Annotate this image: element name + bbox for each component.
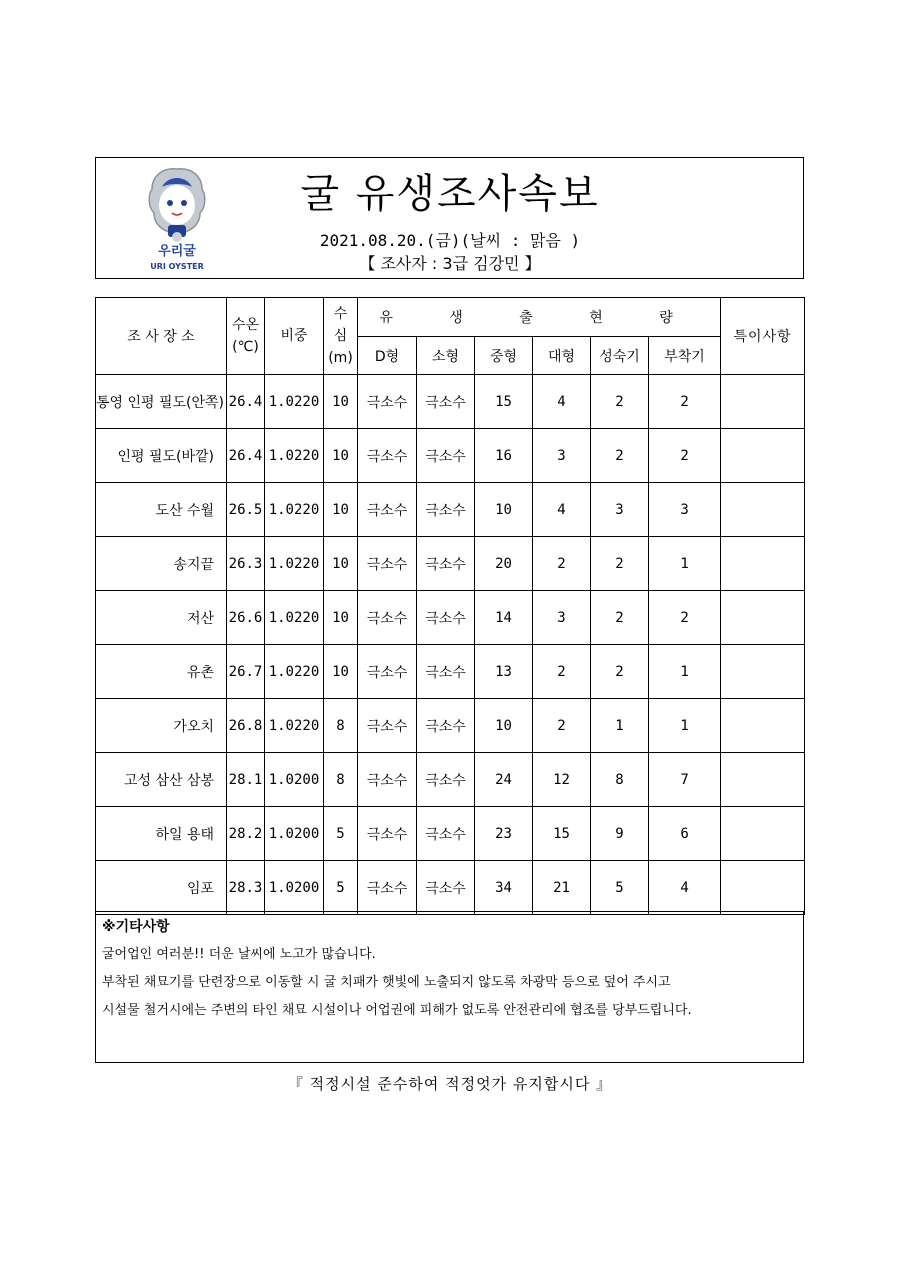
table-row [96, 861, 805, 915]
medium-cell: 13 [475, 645, 533, 699]
mature-cell: 8 [591, 753, 649, 807]
large-cell: 2 [533, 699, 591, 753]
mature-cell: 2 [591, 591, 649, 645]
mature-cell: 9 [591, 807, 649, 861]
header-small: 소형 [417, 337, 475, 375]
density-cell: 1.0220 [265, 645, 324, 699]
small-cell: 극소수 [417, 807, 475, 861]
mature-cell: 1 [591, 699, 649, 753]
location-cell: 고성 삼산 삼봉 [96, 753, 227, 807]
surveyor: 【 조사자 : 3급 김강민 】 [359, 254, 541, 273]
medium-cell: 24 [475, 753, 533, 807]
small-cell: 극소수 [417, 591, 475, 645]
table-row [96, 807, 805, 861]
attach-cell: 1 [649, 699, 721, 753]
note-cell [721, 699, 805, 753]
table-row [96, 591, 805, 645]
note-cell [721, 753, 805, 807]
table-row [96, 645, 805, 699]
location-cell: 인평 필도(바깥) [96, 429, 227, 483]
d-type-cell: 극소수 [358, 537, 417, 591]
location-cell: 통영 인평 필도(안쪽) [96, 375, 227, 429]
table-row [96, 699, 805, 753]
attach-cell: 7 [649, 753, 721, 807]
attach-cell: 2 [649, 375, 721, 429]
header-depth: 수 심 (m) [324, 298, 358, 375]
mature-cell: 2 [591, 537, 649, 591]
header-location: 조 사 장 소 [96, 298, 227, 375]
footer-slogan: 『 적정시설 준수하여 적정엇가 유지합시다 』 [287, 1075, 613, 1093]
mature-cell: 5 [591, 861, 649, 915]
medium-cell: 16 [475, 429, 533, 483]
location-cell: 송지끝 [96, 537, 227, 591]
d-type-cell: 극소수 [358, 375, 417, 429]
medium-cell: 15 [475, 375, 533, 429]
temperature-cell: 26.4 [227, 429, 265, 483]
note-cell [721, 375, 805, 429]
small-cell: 극소수 [417, 537, 475, 591]
note-cell [721, 537, 805, 591]
header-medium: 중형 [475, 337, 533, 375]
uri-oyster-logo [140, 163, 215, 275]
attach-cell: 4 [649, 861, 721, 915]
attach-cell: 1 [649, 645, 721, 699]
large-cell: 3 [533, 591, 591, 645]
large-cell: 2 [533, 537, 591, 591]
density-cell: 1.0200 [265, 807, 324, 861]
small-cell: 극소수 [417, 861, 475, 915]
density-cell: 1.0220 [265, 429, 324, 483]
table-row [96, 429, 805, 483]
density-cell: 1.0220 [265, 537, 324, 591]
d-type-cell: 극소수 [358, 645, 417, 699]
logo-subtext: URI OYSTER [150, 262, 204, 271]
location-cell: 하일 용태 [96, 807, 227, 861]
depth-cell: 10 [324, 483, 358, 537]
header-mature: 성숙기 [591, 337, 649, 375]
mature-cell: 2 [591, 375, 649, 429]
density-cell: 1.0200 [265, 753, 324, 807]
medium-cell: 34 [475, 861, 533, 915]
location-cell: 유촌 [96, 645, 227, 699]
small-cell: 극소수 [417, 645, 475, 699]
depth-cell: 10 [324, 537, 358, 591]
medium-cell: 20 [475, 537, 533, 591]
header-density: 비중 [265, 298, 324, 375]
large-cell: 4 [533, 483, 591, 537]
location-cell: 임포 [96, 861, 227, 915]
medium-cell: 14 [475, 591, 533, 645]
location-cell: 저산 [96, 591, 227, 645]
table-row [96, 537, 805, 591]
note-cell [721, 429, 805, 483]
notes-box [95, 911, 804, 1063]
temperature-cell: 26.8 [227, 699, 265, 753]
depth-cell: 10 [324, 591, 358, 645]
survey-table [95, 297, 805, 915]
depth-cell: 10 [324, 429, 358, 483]
note-cell [721, 861, 805, 915]
small-cell: 극소수 [417, 375, 475, 429]
depth-cell: 5 [324, 861, 358, 915]
d-type-cell: 극소수 [358, 861, 417, 915]
header-d-type: D형 [358, 337, 417, 375]
temperature-cell: 28.2 [227, 807, 265, 861]
header-notes: 특이사항 [721, 298, 805, 375]
d-type-cell: 극소수 [358, 429, 417, 483]
density-cell: 1.0200 [265, 861, 324, 915]
attach-cell: 1 [649, 537, 721, 591]
density-cell: 1.0220 [265, 699, 324, 753]
d-type-cell: 극소수 [358, 807, 417, 861]
note-cell [721, 645, 805, 699]
attach-cell: 6 [649, 807, 721, 861]
location-cell: 가오치 [96, 699, 227, 753]
depth-cell: 8 [324, 753, 358, 807]
temperature-cell: 26.3 [227, 537, 265, 591]
large-cell: 21 [533, 861, 591, 915]
page-title: 굴 유생조사속보 [300, 171, 600, 217]
small-cell: 극소수 [417, 699, 475, 753]
header-attach: 부착기 [649, 337, 721, 375]
location-cell: 도산 수월 [96, 483, 227, 537]
notes-line: 부착된 채묘기를 단련장으로 이동할 시 굴 치패가 햇빛에 노출되지 않도록 차광막 등으로 덮어 주시고 [102, 975, 671, 990]
d-type-cell: 극소수 [358, 483, 417, 537]
attach-cell: 3 [649, 483, 721, 537]
temperature-cell: 26.6 [227, 591, 265, 645]
d-type-cell: 극소수 [358, 591, 417, 645]
small-cell: 극소수 [417, 753, 475, 807]
small-cell: 극소수 [417, 429, 475, 483]
density-cell: 1.0220 [265, 375, 324, 429]
density-cell: 1.0220 [265, 483, 324, 537]
temperature-cell: 26.5 [227, 483, 265, 537]
mature-cell: 3 [591, 483, 649, 537]
header-large: 대형 [533, 337, 591, 375]
attach-cell: 2 [649, 591, 721, 645]
temperature-cell: 26.7 [227, 645, 265, 699]
table-row [96, 483, 805, 537]
medium-cell: 23 [475, 807, 533, 861]
notes-line: 굴어업인 여러분!! 더운 날씨에 노고가 많습니다. [102, 947, 376, 962]
density-cell: 1.0220 [265, 591, 324, 645]
temperature-cell: 26.4 [227, 375, 265, 429]
depth-cell: 10 [324, 645, 358, 699]
d-type-cell: 극소수 [358, 699, 417, 753]
notes-line: 시설물 철거시에는 주변의 타인 채묘 시설이나 어업권에 피해가 없도록 안전관리에 협조를 당부드립니다. [102, 1003, 692, 1018]
depth-cell: 8 [324, 699, 358, 753]
medium-cell: 10 [475, 699, 533, 753]
attach-cell: 2 [649, 429, 721, 483]
large-cell: 12 [533, 753, 591, 807]
date-weather: 2021.08.20.(금)(날씨 : 맑음 ) [319, 231, 581, 250]
large-cell: 2 [533, 645, 591, 699]
header-larvae-count: 유 생 출 현 량 [358, 298, 721, 337]
note-cell [721, 807, 805, 861]
note-cell [721, 483, 805, 537]
temperature-cell: 28.1 [227, 753, 265, 807]
large-cell: 15 [533, 807, 591, 861]
temperature-cell: 28.3 [227, 861, 265, 915]
large-cell: 4 [533, 375, 591, 429]
table-row [96, 753, 805, 807]
medium-cell: 10 [475, 483, 533, 537]
depth-cell: 10 [324, 375, 358, 429]
mature-cell: 2 [591, 429, 649, 483]
small-cell: 극소수 [417, 483, 475, 537]
table-row [96, 375, 805, 429]
mature-cell: 2 [591, 645, 649, 699]
note-cell [721, 591, 805, 645]
depth-cell: 5 [324, 807, 358, 861]
notes-title: ※기타사항 [102, 919, 170, 935]
large-cell: 3 [533, 429, 591, 483]
d-type-cell: 극소수 [358, 753, 417, 807]
header-temperature: 수온 (℃) [227, 298, 265, 375]
logo-text: 우리굴 [158, 244, 196, 259]
